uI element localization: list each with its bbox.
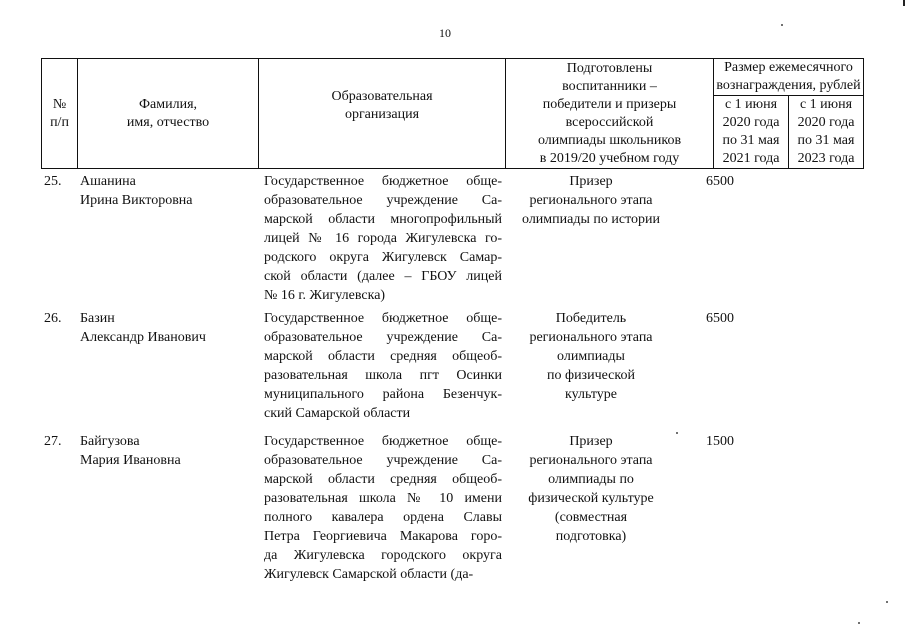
row-reward-amount: 6500 — [706, 311, 734, 326]
scan-speck — [886, 601, 888, 603]
row-reward-amount: 6500 — [706, 174, 734, 189]
row-full-name: Байгузова Мария Ивановна — [80, 434, 181, 468]
row-number: 25. — [44, 174, 62, 189]
row-achievement: Победитель регионального этапа олимпиады по физической культуре — [529, 311, 653, 402]
row-achievement: Призер регионального этапа олимпиады по истории — [522, 174, 660, 227]
row-reward-amount: 1500 — [706, 434, 734, 449]
row-full-name: Ашанина Ирина Викторовна — [80, 174, 193, 208]
row-organization: Государственное бюджетное обще- образовательное учреждение Са- марской области многопрофильный лицей № 16 города Жигулевска го- родского округа Жигулевск Самар- ской области (далее – ГБОУ лицей № 16 г. Жигулевска) — [264, 174, 502, 303]
row-full-name: Базин Александр Иванович — [80, 311, 206, 345]
header-reward: Размер ежемесячного вознаграждения, рублей — [714, 59, 864, 96]
row-number: 26. — [44, 311, 62, 326]
row-achievement: Призер регионального этапа олимпиады по физической культуре (совместная подготовка) — [528, 434, 654, 544]
row-number: 27. — [44, 434, 62, 449]
table-header — [41, 58, 864, 169]
header-name: Фамилия, имя, отчество — [78, 59, 259, 169]
header-period-2023: с 1 июня 2020 года по 31 мая 2023 года — [789, 96, 864, 169]
row-organization: Государственное бюджетное обще- образовательное учреждение Са- марской области средняя общеоб- разовательная школа № 10 имени полного кавалера ордена Славы Петра Георгиевича Макарова горо- да Жигулевска городского округа Жигулевск Самарской области (да- — [264, 434, 502, 582]
header-period-2021: с 1 июня 2020 года по 31 мая 2021 года — [714, 96, 789, 169]
row-organization: Государственное бюджетное обще- образовательное учреждение Са- марской области средняя общеоб- разовательная школа пгт Осинки муниципального района Безенчук- ский Самарской области — [264, 311, 502, 421]
scan-speck — [858, 622, 860, 624]
page-number: 10 — [439, 26, 451, 40]
scan-speck — [676, 432, 678, 434]
header-org: Образовательная организация — [259, 59, 506, 169]
header-num: № п/п — [42, 59, 78, 169]
header-achievement: Подготовлены воспитанники – победители и призеры всероссийской олимпиады школьников в 2019/20 учебном году — [506, 59, 714, 169]
